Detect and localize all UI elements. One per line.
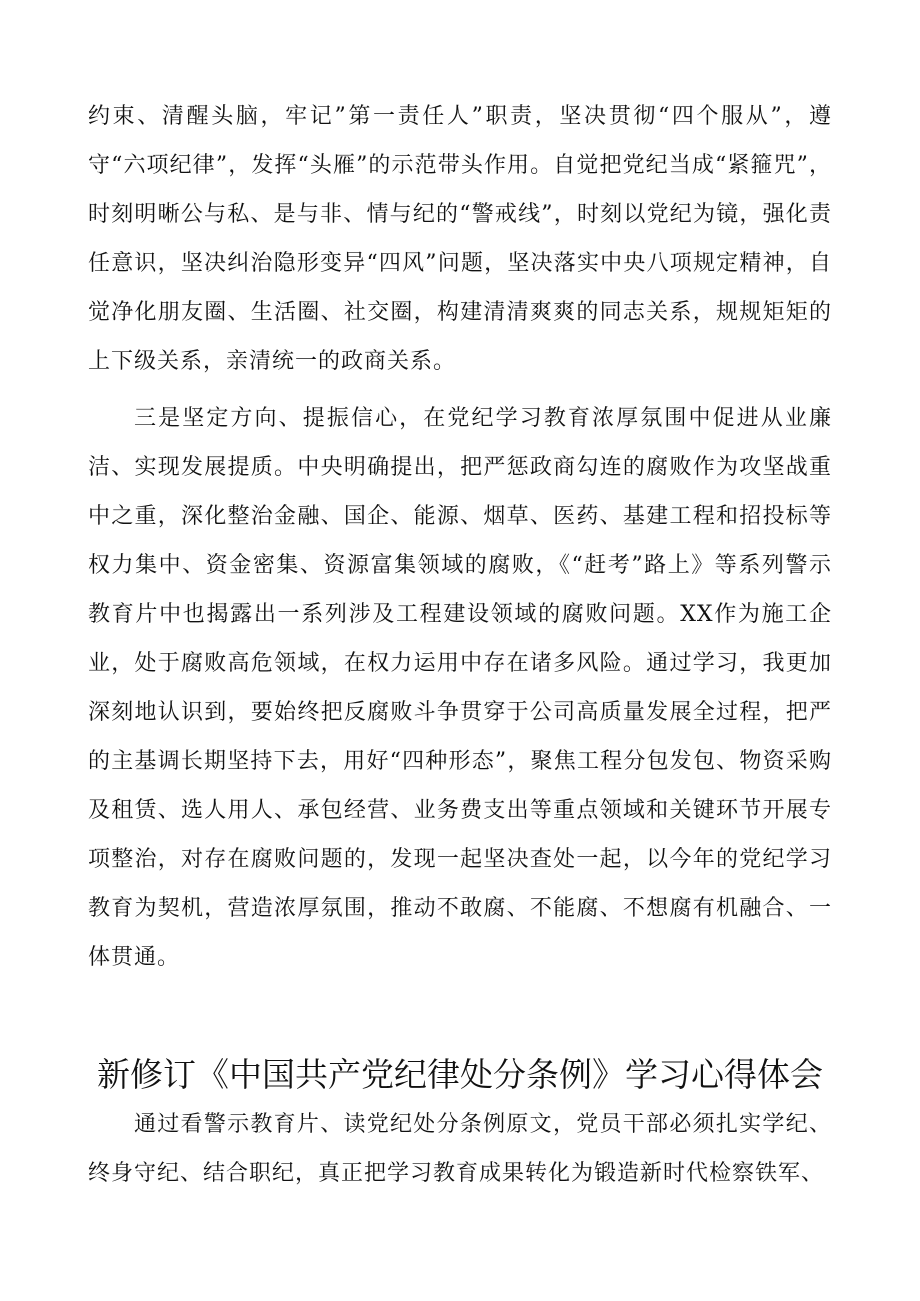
- article-title: 新修订《中国共产党纪律处分条例》学习心得体会: [97, 1055, 823, 1094]
- paragraph-continued: 约束、清醒头脑，牢记”第一责任人”职责，坚决贯彻“四个服从”，遵守“六项纪律”，发挥“头雁”的示范带头作用。自觉把党纪当成“紧箍咒”，时刻明晰公与私、是与非、情与纪的“警戒线”，时刻以党纪为镜，强化责任意识，坚决纠治隐形变异“四风”问题，坚决落实中央八项规定精神，自觉净化朋友圈、生活圈、社交圈，构建清清爽爽的同志关系，规规矩矩的上下级关系，亲清统一的政商关系。: [88, 104, 832, 374]
- paragraph-intro: 通过看警示教育片、读党纪处分条例原文，党员干部必须扎实学纪、终身守纪、结合职纪，真正把学习教育成果转化为锻造新时代检察铁军、: [88, 1112, 832, 1186]
- paragraph-point-three: 三是坚定方向、提振信心，在党纪学习教育浓厚氛围中促进从业廉洁、实现发展提质。中央明确提出，把严惩政商勾连的腐败作为攻坚战重中之重，深化整治金融、国企、能源、烟草、医药、基建工程和招投标等权力集中、资金密集、资源富集领域的腐败，《“赶考”路上》等系列警示教育片中也揭露出一系列涉及工程建设领域的腐败问题。XX作为施工企业，处于腐败高危领域，在权力运用中存在诸多风险。通过学习，我更加深刻地认识到，要始终把反腐败斗争贯穿于公司高质量发展全过程，把严的主基调长期坚持下去，用好“四种形态”，聚焦工程分包发包、物资采购及租赁、选人用人、承包经营、业务费支出等重点领域和关键环节开展专项整治，对存在腐败问题的，发现一起坚决查处一起，以今年的党纪学习教育为契机，营造浓厚氛围，推动不敢腐、不能腐、不想腐有机融合、一体贯通。: [88, 406, 832, 970]
- paragraph-spacer: [88, 386, 832, 394]
- document-body: [88, 92, 832, 1198]
